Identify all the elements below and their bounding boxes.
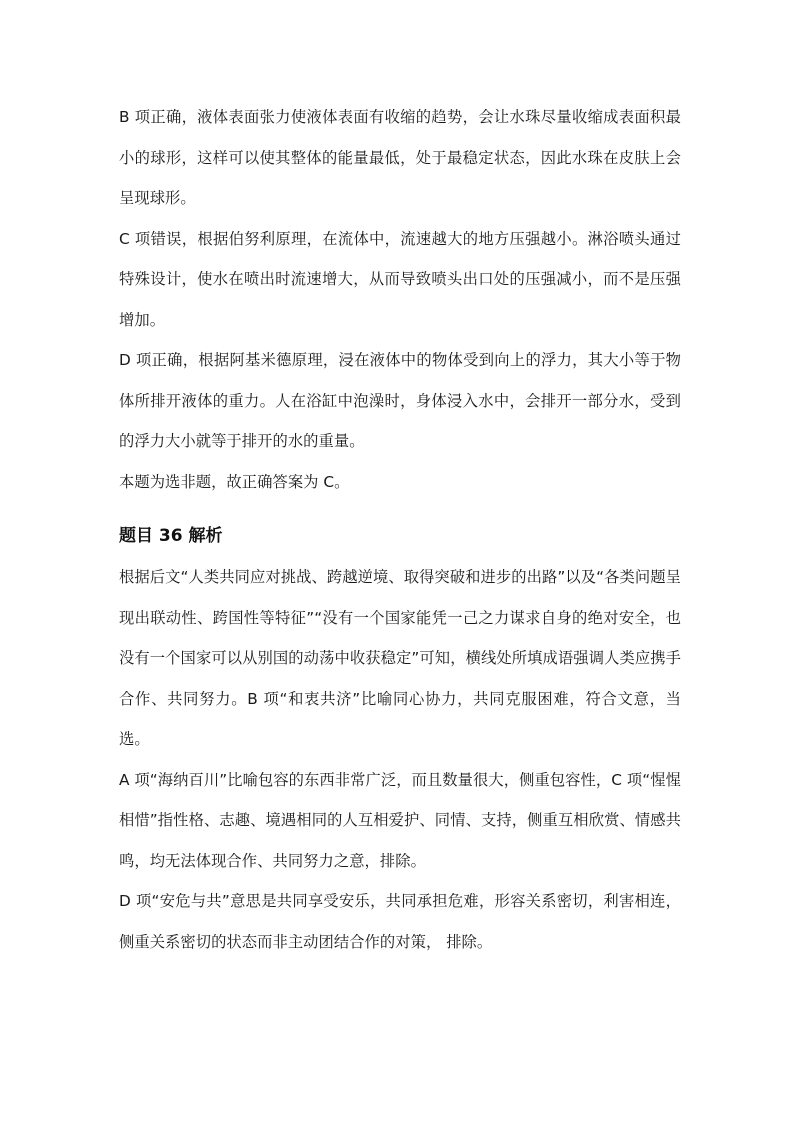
option-b-analysis: B 项正确，液体表面张力使液体表面有收缩的趋势，会让水珠尽量收缩成表面积最小的球形，这样可以使其整体的能量最低，处于最稳定状态，因此水珠在皮肤上会呈现球形。 — [119, 108, 681, 207]
question-36-heading: 题目 36 解析 — [119, 526, 223, 546]
option-d-analysis: D 项正确，根据阿基米德原理，浸在液体中的物体受到向上的浮力，其大小等于物体所排开液体的重力。人在浴缸中泡澡时，身体浸入水中，会排开一部分水，受到的浮力大小就等于排开的水的重量。 — [119, 351, 681, 450]
q36-main-analysis: 根据后文“人类共同应对挑战、跨越逆境、取得突破和进步的出路”以及“各类问题呈现出联动性、跨国性等特征”“没有一个国家能凭一己之力谋求自身的绝对安全，也没有一个国家可以从别国的动荡中收获稳定”可知，横线处所填成语强调人类应携手合作、共同努力。B 项“和衷共济”比喻同心协力，共同克服困难，符合文意，当选。 — [119, 568, 681, 748]
option-c-analysis: C 项错误，根据伯努利原理，在流体中，流速越大的地方压强越小。淋浴喷头通过特殊设计，使水在喷出时流速增大，从而导致喷头出口处的压强减小，而不是压强增加。 — [119, 229, 681, 329]
document-page — [119, 97, 681, 962]
answer-conclusion: 本题为选非题，故正确答案为 C。 — [119, 472, 350, 491]
q36-option-d-analysis: D 项“安危与共”意思是共同享受安乐，共同承担危难，形容关系密切，利害相连，侧重关系密切的状态而非主动团结合作的对策， 排除。 — [119, 892, 681, 951]
q36-options-a-c-analysis: A 项“海纳百川”比喻包容的东西非常广泛，而且数量很大，侧重包容性，C 项“惺惺相惜”指性格、志趣、境遇相同的人互相爱护、同情、支持，侧重互相欣赏、情感共鸣，均无法体现合作、共同努力之意，排除。 — [119, 770, 681, 870]
